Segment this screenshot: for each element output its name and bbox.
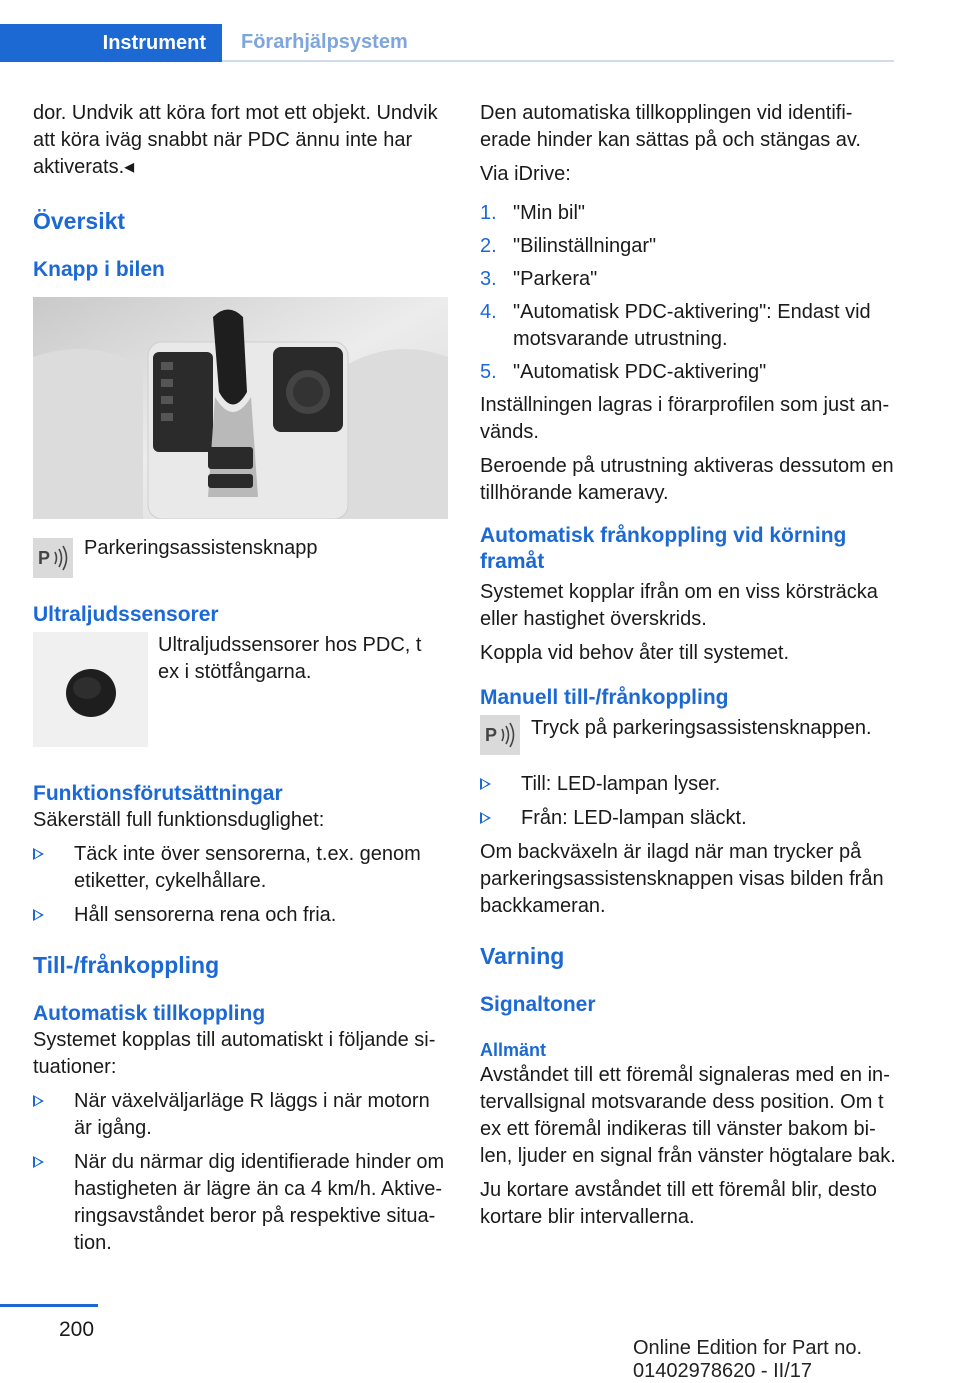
right-p2: Via iDrive: [480,163,571,185]
bullet-triangle-icon [33,848,44,860]
right-p7: Om backväxeln är ilagd när man trycker på parkeringsassistensknappen visas bilden från backkameran. [480,841,884,917]
auto-bullets [33,1088,448,1257]
heading-funktionsforutsattningar: Funktionsförutsättningar [33,782,283,805]
right-p6: Koppla vid behov åter till systemet. [480,642,790,664]
right-column [480,100,896,1238]
bullet-triangle-icon [480,812,491,824]
parking-assist-icon [33,538,73,578]
list-item: Täck inte över sensorerna, t.ex. genom etiketter, cykelhållare. [33,841,448,895]
list-item: Håll sensorerna rena och fria. [33,902,448,929]
parking-assist-icon [480,715,520,755]
heading-till-frankoppling: Till-/frånkoppling [33,952,220,978]
tab-forarhjalpsystem[interactable]: Förarhjälpsystem [222,24,894,62]
right-p1: Den automatiska tillkopplingen vid identifierade hinder kan sättas på och stängas av. [480,102,861,151]
list-item: När växelväljarläge R läggs i när motorn är igång. [33,1088,448,1142]
tab-instrument[interactable]: Instrument [0,24,222,62]
right-p5: Systemet kopplar ifrån om en viss körsträcka eller hastighet överskrids. [480,581,878,630]
funk-bullets [33,841,448,929]
console-photo [33,297,448,519]
page-number: 200 [59,1318,95,1341]
list-item: När du närmar dig identifierade hinder om hastigheten är lägre än ca 4 km/h. Aktiveringsavståndet beror på respektive situation. [33,1149,448,1257]
manuell-text: Tryck på parkeringsassistensknappen. [531,717,872,739]
list-item: 5. "Automatisk PDC-aktivering" [480,361,767,383]
edition-text: Online Edition for Part no. 01402978620 - II/17 [633,1337,863,1382]
sensor-image [33,632,148,747]
footer-divider [0,1304,98,1307]
photo-caption: Parkeringsassistensknapp [84,537,318,559]
svg-text:P: P [38,548,51,568]
list-item: Från: LED-lampan släckt. [480,805,896,832]
right-p3: Inställningen lagras i förarprofilen som just används. [480,394,890,443]
right-p9: Ju kortare avståndet till ett föremål blir, desto kortare blir intervallerna. [480,1179,877,1228]
right-p8: Avståndet till ett föremål signaleras med en intervallsignal motsvarande dess position. Om t ex ett föremål indikeras till vänster bakom bilen, ljuder en signal från vänster högtalare bak. [480,1064,896,1167]
heading-oversikt: Översikt [33,208,126,234]
list-item: Till: LED-lampan lyser. [480,771,896,798]
heading-automatisk-frankoppling: Automatisk frånkoppling vid körning framåt [480,524,847,573]
list-item: 3. "Parkera" [480,268,598,290]
left-column [33,100,448,1264]
heading-signaltoner: Signaltoner [480,993,596,1016]
heading-automatisk-tillkoppling: Automatisk tillkoppling [33,1002,266,1025]
right-p4: Beroende på utrustning aktiveras dessutom en tillhörande kameravy. [480,455,894,504]
caption-row [33,538,448,578]
heading-ultraljudssensorer: Ultraljudssensorer [33,603,219,626]
list-item: 1. "Min bil" [480,202,585,224]
list-item: 2. "Bilinställningar" [480,235,657,257]
svg-text:P: P [485,725,498,745]
ultra-row [33,632,448,747]
bullet-triangle-icon [33,1156,44,1168]
list-item: 4. "Automatisk PDC-aktivering": Endast vid motsvarande utrustning. [480,301,871,350]
manuell-row [480,715,896,755]
heading-knapp-i-bilen: Knapp i bilen [33,258,165,281]
intro-paragraph: dor. Undvik att köra fort mot ett objekt. Undvik att köra iväg snabbt när PDC ännu inte har aktiverats.◂ [33,102,438,178]
auto-text: Systemet kopplas till automatiskt i följande situationer: [33,1029,436,1078]
heading-manuell: Manuell till-/frånkoppling [480,686,729,709]
ultra-text: Ultraljudssensorer hos PDC, t ex i stötfångarna. [158,634,422,683]
manuell-bullets [480,771,896,832]
bullet-triangle-icon [33,1095,44,1107]
funk-text: Säkerställ full funktionsduglighet: [33,809,325,831]
bullet-triangle-icon [480,778,491,790]
heading-allmant: Allmänt [480,1040,547,1060]
bullet-triangle-icon [33,909,44,921]
idrive-steps [480,200,896,386]
heading-varning: Varning [480,943,565,969]
